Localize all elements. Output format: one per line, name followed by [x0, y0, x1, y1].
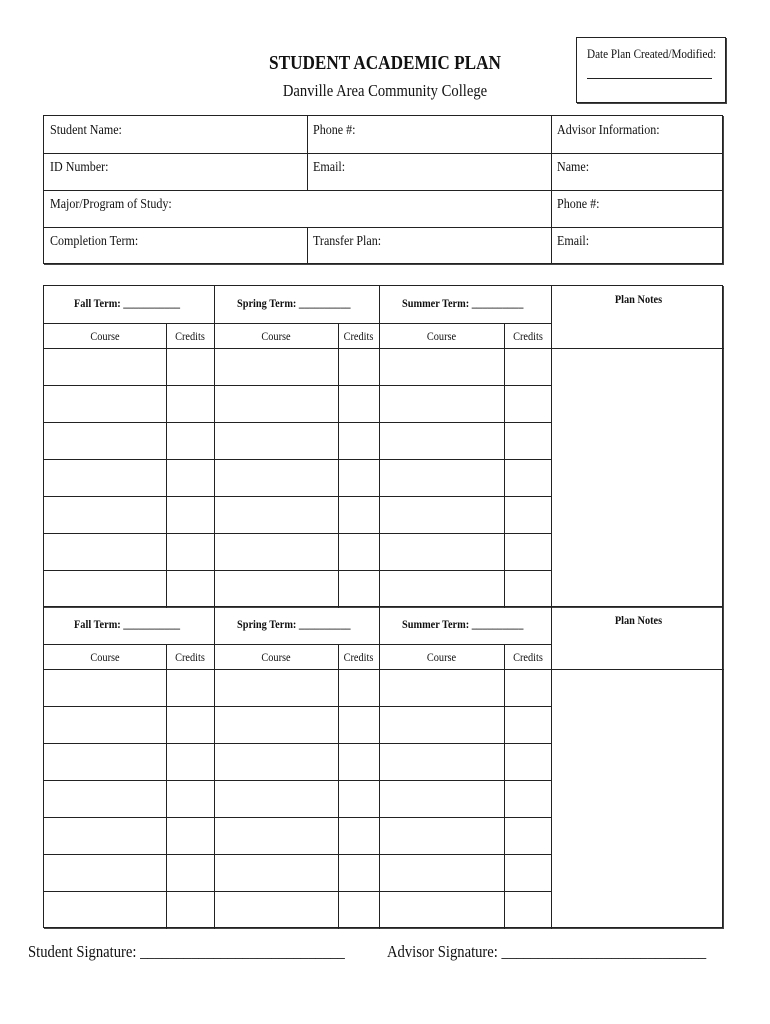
spring-term-label[interactable]: Spring Term: __________: [237, 617, 351, 631]
fall-term-label[interactable]: Fall Term: ___________: [74, 296, 181, 310]
term-divider: [214, 607, 215, 644]
table-row[interactable]: [44, 533, 552, 534]
table-row[interactable]: [44, 891, 552, 892]
col-divider: [338, 323, 339, 608]
advisor-signature-field[interactable]: Advisor Signature: ____________________________: [387, 942, 707, 961]
advisor-info-label: Advisor Information:: [557, 123, 660, 138]
course-col-header: Course: [90, 329, 120, 343]
advisor-name-field[interactable]: Name:: [557, 160, 590, 175]
table-row[interactable]: [44, 743, 552, 744]
term-header-line: [44, 644, 552, 645]
col-divider: [379, 323, 380, 608]
spring-term-label[interactable]: Spring Term: __________: [237, 296, 351, 310]
table-row[interactable]: [44, 780, 552, 781]
table-row[interactable]: [44, 385, 552, 386]
col-divider: [504, 323, 505, 608]
page-title: STUDENT ACADEMIC PLAN: [269, 52, 501, 74]
table-row[interactable]: [44, 706, 552, 707]
title-block: [230, 52, 540, 101]
col-header-line: [44, 669, 724, 670]
course-col-header: Course: [261, 329, 291, 343]
col-divider: [504, 644, 505, 929]
plan-notes-header: [552, 292, 724, 307]
plan-notes-label: Plan Notes: [614, 292, 662, 306]
credits-col-header: Credits: [175, 650, 205, 664]
col-divider: [338, 644, 339, 929]
completion-term-field[interactable]: Completion Term:: [50, 234, 139, 249]
summer-term-label[interactable]: Summer Term: __________: [402, 296, 524, 310]
date-created-label: Date Plan Created/Modified:: [587, 46, 717, 61]
info-row-line: [44, 190, 722, 191]
info-divider: [307, 116, 308, 153]
info-divider: [307, 227, 308, 264]
table-row[interactable]: [44, 817, 552, 818]
course-col-header: Course: [90, 650, 120, 664]
term-divider: [379, 286, 380, 323]
info-row-line: [44, 153, 722, 154]
info-row-line: [44, 227, 722, 228]
notes-divider: [551, 286, 552, 608]
student-info-table: [43, 115, 723, 264]
col-divider: [166, 323, 167, 608]
major-field[interactable]: Major/Program of Study:: [50, 197, 172, 212]
phone-field[interactable]: Phone #:: [313, 123, 356, 138]
term-divider: [379, 607, 380, 644]
term-plan-table-2: [43, 606, 723, 928]
term-header-line: [44, 323, 552, 324]
table-row[interactable]: [44, 496, 552, 497]
plan-notes-header: [552, 613, 724, 628]
table-row[interactable]: [44, 459, 552, 460]
course-col-header: Course: [426, 650, 457, 664]
transfer-plan-field[interactable]: Transfer Plan:: [313, 234, 382, 249]
credits-col-header: Credits: [343, 650, 374, 664]
course-col-header: Course: [261, 650, 291, 664]
notes-divider: [551, 607, 552, 929]
table-row[interactable]: [44, 854, 552, 855]
date-created-box[interactable]: [576, 37, 726, 103]
course-col-header: Course: [426, 329, 457, 343]
advisor-phone-field[interactable]: Phone #:: [557, 197, 600, 212]
summer-term-label[interactable]: Summer Term: __________: [402, 617, 524, 631]
page-subtitle: Danville Area Community College: [282, 81, 488, 100]
col-divider: [166, 644, 167, 929]
table-row[interactable]: [44, 570, 552, 571]
fall-term-label[interactable]: Fall Term: ___________: [74, 617, 181, 631]
advisor-email-field[interactable]: Email:: [557, 234, 590, 249]
credits-col-header: Credits: [175, 329, 205, 343]
email-field[interactable]: Email:: [313, 160, 346, 175]
student-name-field[interactable]: Student Name:: [50, 123, 122, 138]
info-divider: [307, 153, 308, 190]
col-divider: [214, 644, 215, 929]
id-number-field[interactable]: ID Number:: [50, 160, 109, 175]
col-divider: [214, 323, 215, 608]
col-divider: [379, 644, 380, 929]
plan-notes-label: Plan Notes: [614, 613, 662, 627]
credits-col-header: Credits: [343, 329, 374, 343]
credits-col-header: Credits: [513, 329, 543, 343]
term-plan-table-1: [43, 285, 723, 607]
student-signature-field[interactable]: Student Signature: ____________________________: [28, 942, 345, 961]
col-header-line: [44, 348, 724, 349]
term-divider: [214, 286, 215, 323]
date-created-line[interactable]: [587, 78, 712, 79]
table-row[interactable]: [44, 422, 552, 423]
credits-col-header: Credits: [513, 650, 543, 664]
